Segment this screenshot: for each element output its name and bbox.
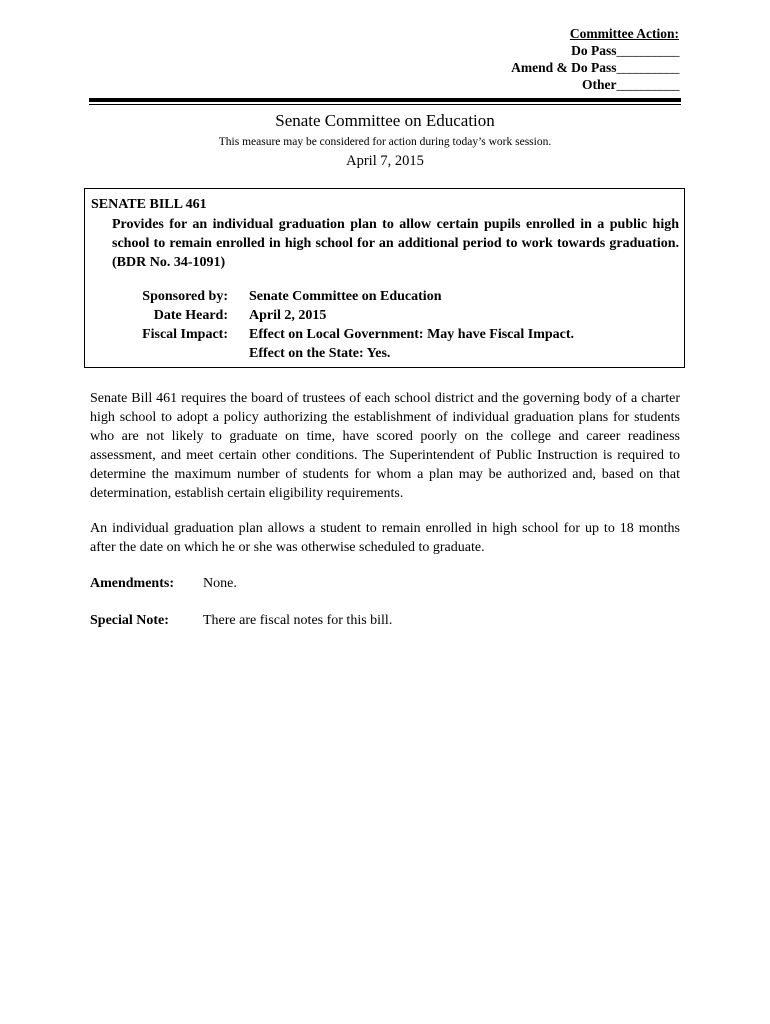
sponsored-value: Senate Committee on Education xyxy=(249,289,442,304)
date-heard-row xyxy=(85,308,684,327)
header-rule-thick xyxy=(89,98,681,102)
date-heard-value: April 2, 2015 xyxy=(249,308,327,323)
fiscal-local-value: Effect on Local Government: May have Fiscal Impact. xyxy=(249,327,575,342)
special-note-label: Special Note: xyxy=(90,613,169,628)
committee-action-block xyxy=(511,25,679,93)
amend-do-pass-blank: __________ xyxy=(616,60,679,75)
bill-description: Provides for an individual graduation plan to allow certain pupils enrolled in a public high school to remain enrolled in high school for an additional period to work towards graduation. (BDR No. 34-1091) xyxy=(112,217,679,270)
other-option xyxy=(511,76,679,93)
do-pass-label: Do Pass xyxy=(571,43,617,58)
bill-summary-box xyxy=(84,188,685,368)
fiscal-state-value: Effect on the State: Yes. xyxy=(249,346,391,361)
sponsored-row xyxy=(85,289,684,308)
considered-note: This measure may be considered for action during today’s work session. xyxy=(218,136,552,148)
fiscal-state-row xyxy=(85,346,684,365)
summary-paragraph-1: Senate Bill 461 requires the board of trustees of each school district and the governing body of a charter high school to adopt a policy authorizing the establishment of individual graduation plans for students who are not likely to graduate on time, have scored poorly on the college and career readiness assessment, and meet certain other conditions. The Superintendent of Public Instruction is required to determine the maximum number of students for whom a plan may be authorized and, based on that determination, establish certain eligibility requirements. xyxy=(90,391,680,501)
date-heard-label: Date Heard: xyxy=(153,308,228,323)
sponsored-label: Sponsored by: xyxy=(142,289,228,304)
other-label: Other xyxy=(582,77,617,92)
fiscal-impact-label: Fiscal Impact: xyxy=(142,327,228,342)
amendments-value: None. xyxy=(203,576,237,591)
committee-action-title: Committee Action: xyxy=(569,26,679,41)
session-date: April 7, 2015 xyxy=(346,153,424,169)
amendments-label: Amendments: xyxy=(90,576,174,591)
summary-paragraph-2: An individual graduation plan allows a student to remain enrolled in high school for up to 18 months after the date on which he or she was otherwise scheduled to graduate. xyxy=(90,521,680,555)
committee-name: Senate Committee on Education xyxy=(275,111,495,130)
bill-title: SENATE BILL 461 xyxy=(91,197,207,212)
do-pass-blank: __________ xyxy=(616,43,679,58)
special-note-value: There are fiscal notes for this bill. xyxy=(203,613,393,628)
header-rule-thin xyxy=(89,104,681,105)
amend-do-pass-option xyxy=(511,59,679,76)
other-blank: __________ xyxy=(616,77,679,92)
fiscal-impact-row xyxy=(85,327,684,346)
do-pass-option xyxy=(511,42,679,59)
amend-do-pass-label: Amend & Do Pass xyxy=(511,60,617,75)
